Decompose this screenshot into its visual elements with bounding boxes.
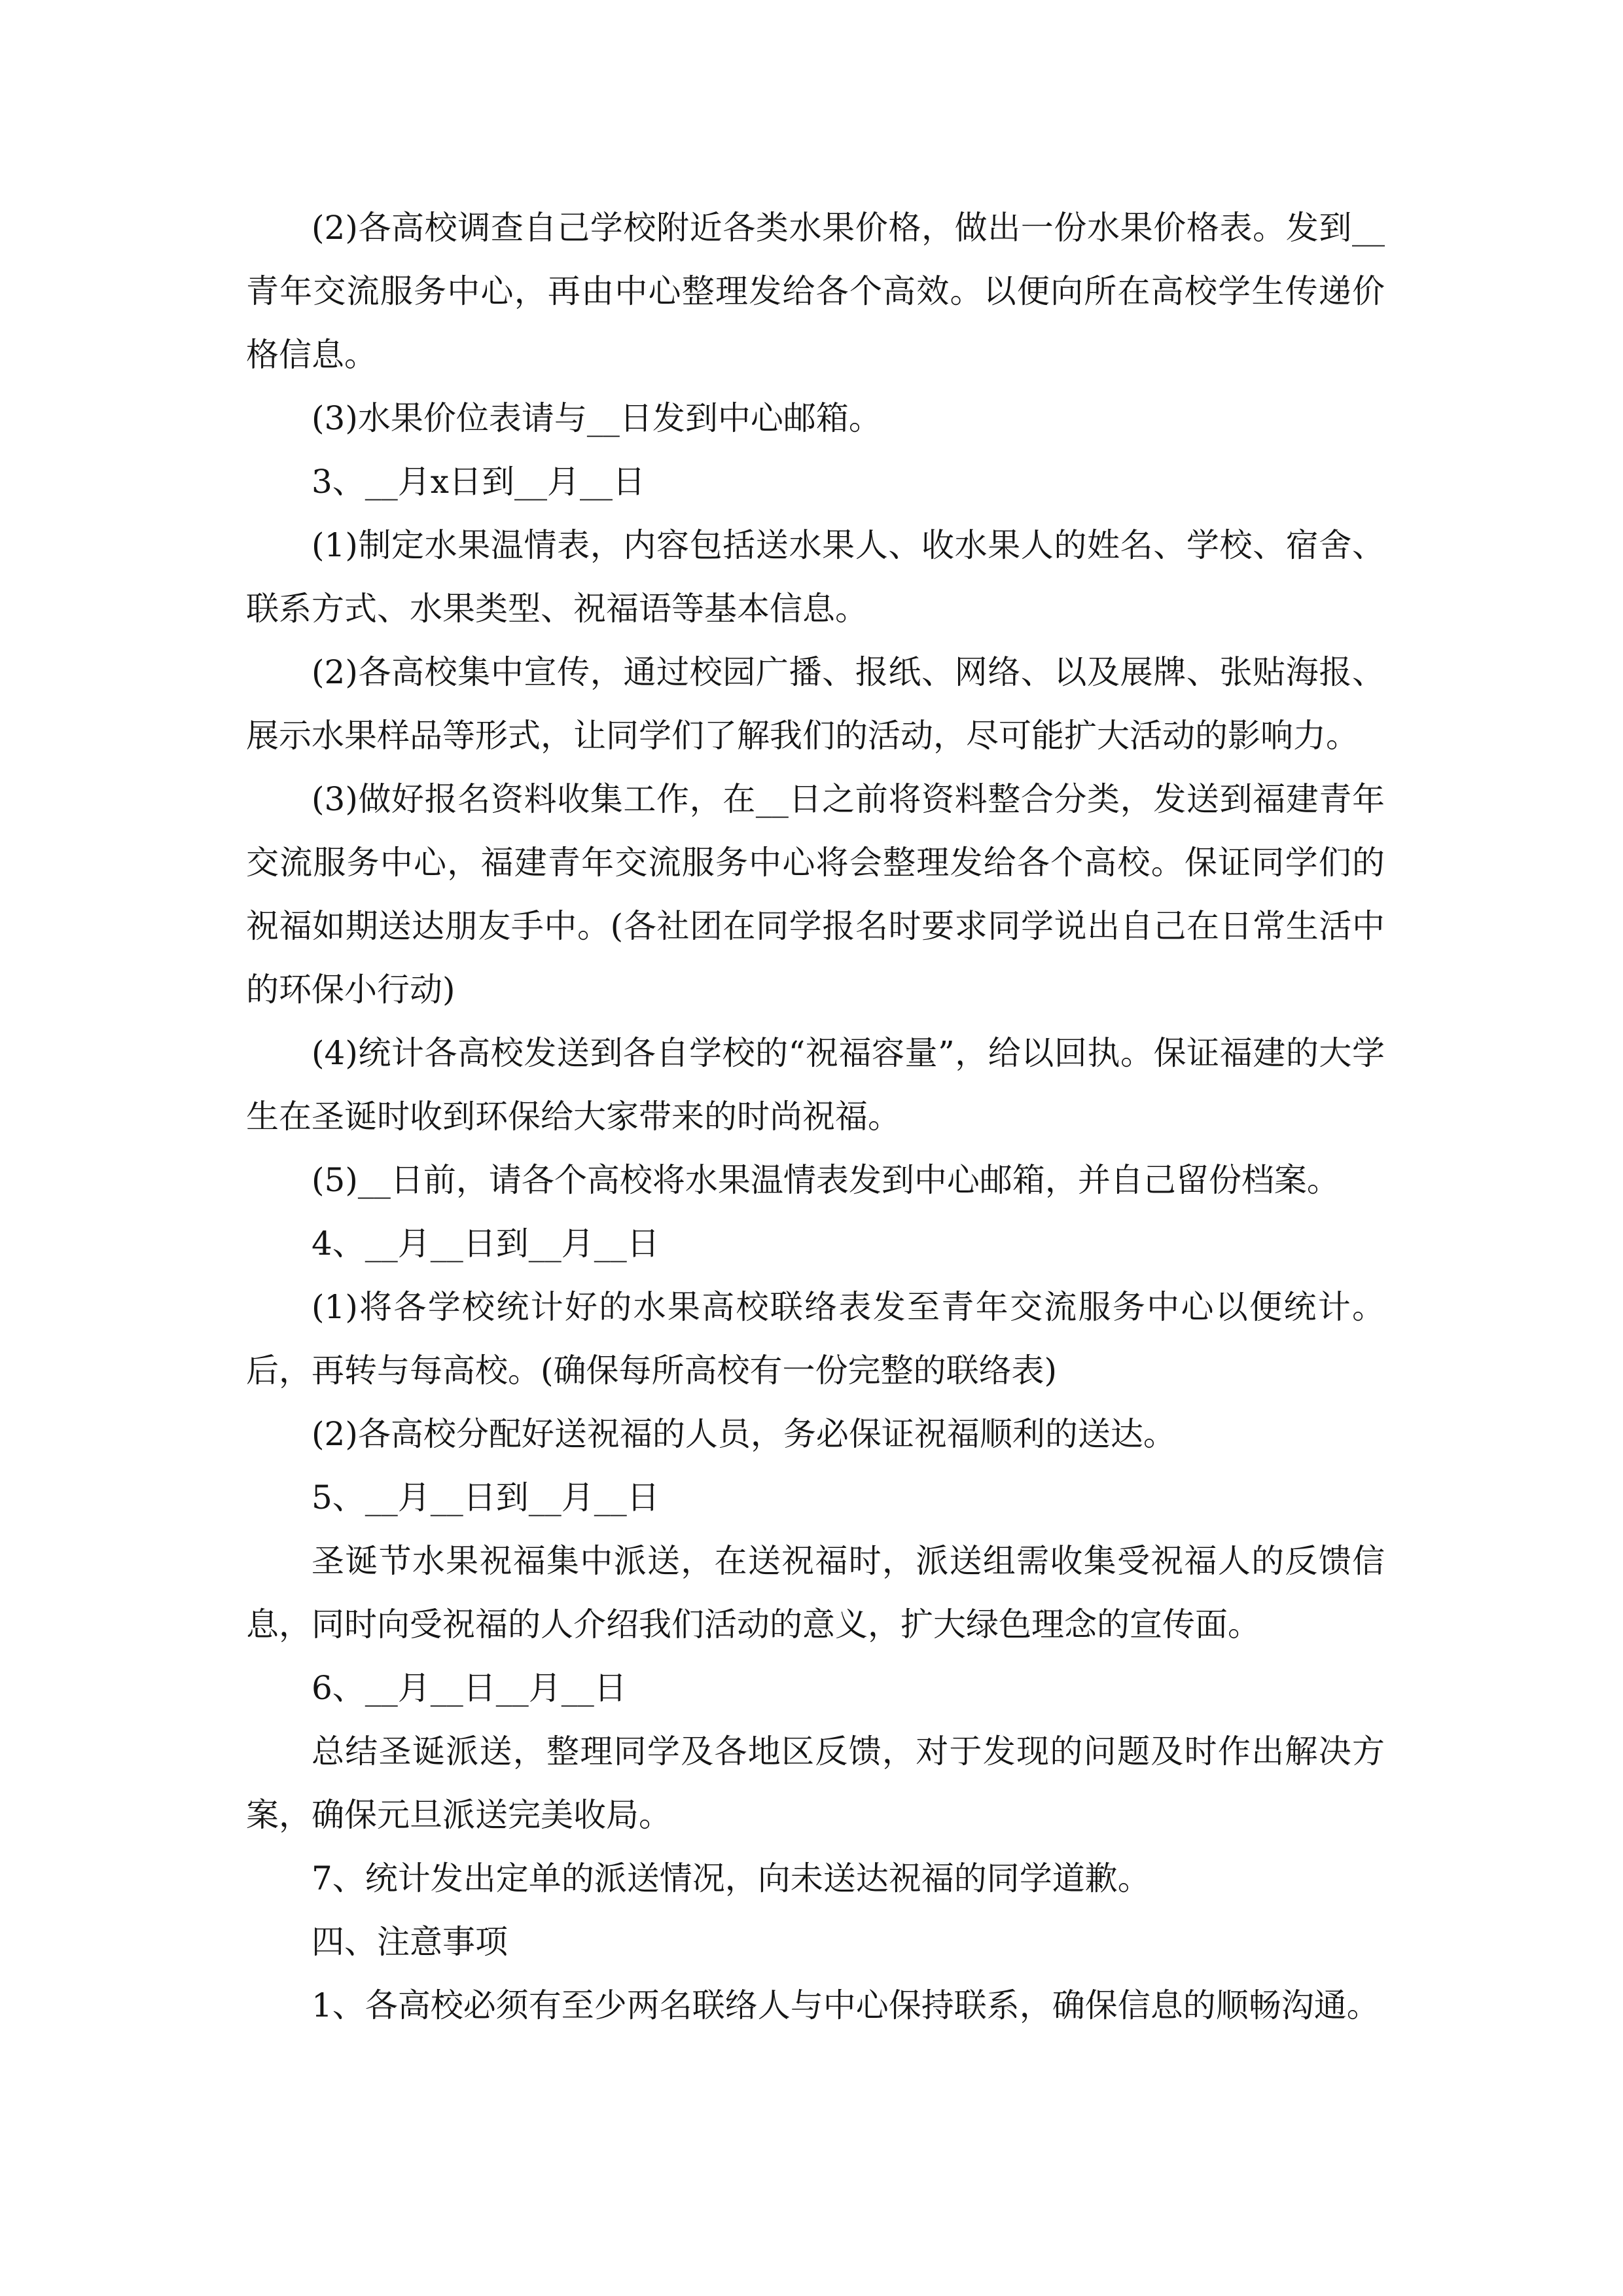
paragraph: 7、统计发出定单的派送情况，向未送达祝福的同学道歉。	[312, 1859, 1150, 1897]
paragraph: (2)各高校调查自己学校附近各类水果价格，做出一份水果价格表。发到__青年交流服务中心，再由中心整理发给各个高效。以便向所在高校学生传递价格信息。	[246, 209, 1385, 374]
paragraph: (5)__日前，请各个高校将水果温情表发到中心邮箱，并自己留份档案。	[312, 1161, 1340, 1199]
paragraph: 1、各高校必须有至少两名联络人与中心保持联系，确保信息的顺畅沟通。	[312, 1986, 1380, 2024]
section-heading: 3、__月x日到__月__日	[312, 463, 646, 501]
section-heading: 四、注意事项	[312, 1923, 508, 1961]
document-body	[246, 196, 1385, 2037]
section-heading: 5、__月__日到__月__日	[312, 1479, 660, 1516]
paragraph: (4)统计各高校发送到各自学校的“祝福容量”，给以回执。保证福建的大学生在圣诞时收到环保给大家带来的时尚祝福。	[246, 1034, 1385, 1136]
paragraph: (3)水果价位表请与__日发到中心邮箱。	[312, 399, 882, 437]
paragraph: 总结圣诞派送，整理同学及各地区反馈，对于发现的问题及时作出解决方案，确保元旦派送完美收局。	[246, 1732, 1385, 1834]
section-heading: 6、__月__日__月__日	[312, 1669, 627, 1707]
section-heading: 4、__月__日到__月__日	[312, 1225, 660, 1263]
paragraph: (2)各高校集中宣传，通过校园广播、报纸、网络、以及展牌、张贴海报、展示水果样品等形式，让同学们了解我们的活动，尽可能扩大活动的影响力。	[246, 653, 1385, 755]
paragraph: (3)做好报名资料收集工作，在__日之前将资料整合分类，发送到福建青年交流服务中心，福建青年交流服务中心将会整理发给各个高校。保证同学们的祝福如期送达朋友手中。(各社团在同学报名时要求同学说出自己在日常生活中的环保小行动)	[246, 780, 1385, 1009]
paragraph: 圣诞节水果祝福集中派送，在送祝福时，派送组需收集受祝福人的反馈信息，同时向受祝福的人介绍我们活动的意义，扩大绿色理念的宣传面。	[246, 1542, 1385, 1643]
paragraph: (2)各高校分配好送祝福的人员，务必保证祝福顺利的送达。	[312, 1415, 1176, 1453]
paragraph: (1)将各学校统计好的水果高校联络表发至青年交流服务中心以便统计。后，再转与每高校。(确保每所高校有一份完整的联络表)	[246, 1288, 1385, 1390]
paragraph: (1)制定水果温情表，内容包括送水果人、收水果人的姓名、学校、宿舍、联系方式、水果类型、祝福语等基本信息。	[246, 526, 1385, 628]
